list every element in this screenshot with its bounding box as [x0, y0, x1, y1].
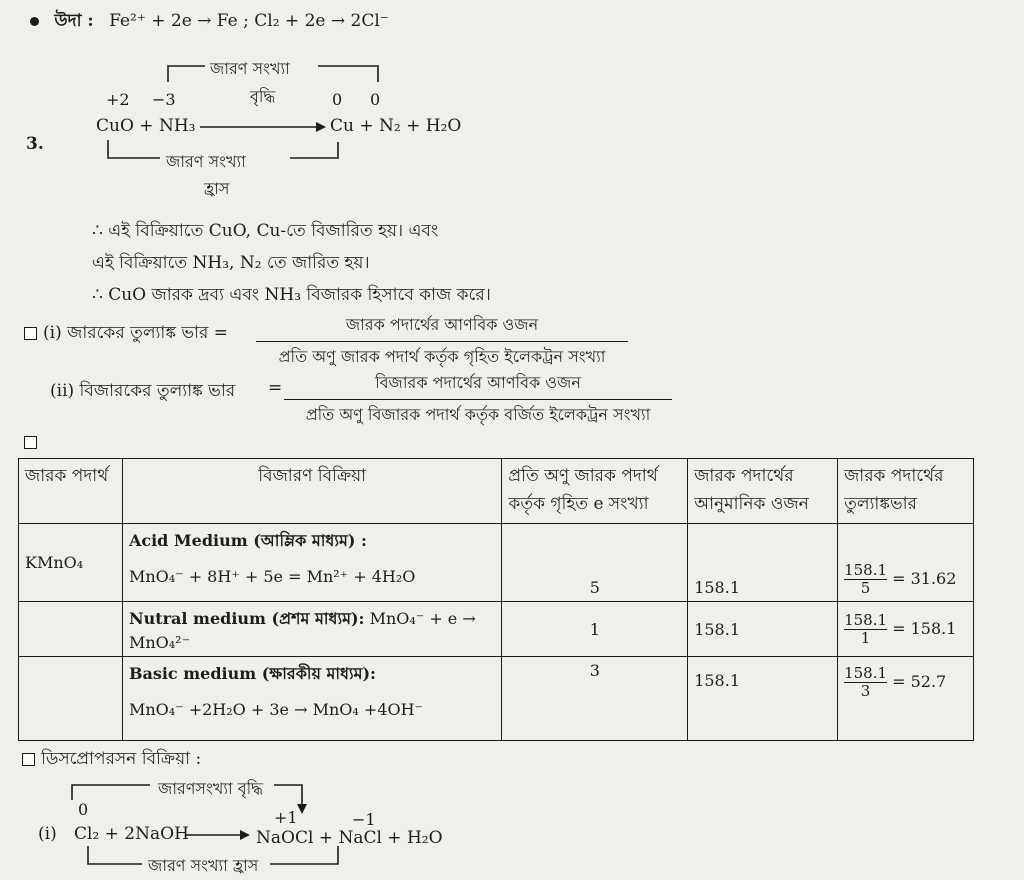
- weight-cell: 158.1: [688, 524, 838, 602]
- reaction-number: 3.: [26, 134, 44, 154]
- substance-cell: [19, 602, 123, 657]
- section-square-icon: [24, 432, 43, 451]
- reaction-cell: [122, 602, 501, 657]
- reaction-cell: [122, 657, 501, 741]
- decrease-word: হ্রাস: [204, 179, 230, 198]
- reaction3-left: CuO + NH₃: [96, 116, 196, 136]
- conclusion-line-2: এই বিক্রিয়াতে NH₃, N₂ তে জারিত হয়।: [92, 253, 370, 273]
- medium-label: Acid Medium (আম্লিক মাধ্যম) :: [128, 531, 367, 550]
- oxidant-formula-label: (i) জারকের তুল্যাঙ্ক ভার =: [24, 320, 228, 348]
- reductant-fraction: [284, 370, 672, 429]
- disp-right: NaOCl + NaCl + H₂O: [256, 828, 443, 848]
- equivalent-cell: $\frac{158.1}{3}$ = 52.7: [838, 657, 974, 741]
- electrons-cell: 5: [502, 524, 688, 602]
- decrease-label: জারণ সংখ্যা: [166, 152, 246, 171]
- header-substance: জারক পদার্থ: [19, 459, 123, 524]
- reaction-equation: MnO₄⁻ +2H₂O + 3e → MnO₄ +4OH⁻: [128, 700, 423, 719]
- oxidant-denominator: প্রতি অণু জারক পদার্থ কর্তৃক গৃহিত ইলেকট্রন সংখ্যা: [278, 347, 606, 366]
- header-equivalent: জারক পদার্থের তুল্যাঙ্কভার: [838, 459, 974, 524]
- table-header-row: [19, 459, 974, 524]
- table-row: [19, 524, 974, 602]
- oxidant-numerator: জারক পদার্থের আণবিক ওজন: [345, 315, 539, 334]
- weight-cell: 158.1: [688, 602, 838, 657]
- substance-cell: KMnO₄: [19, 524, 123, 602]
- checkbox-square-icon: [22, 753, 35, 766]
- checkbox-square-icon: [24, 327, 37, 340]
- example-label: উদা :: [54, 11, 94, 31]
- ox-state-n2: 0: [370, 90, 381, 109]
- increase-word: বৃদ্ধি: [250, 87, 276, 106]
- disp-number: (i): [38, 824, 57, 844]
- ox-state-cu: +2: [106, 90, 130, 109]
- weight-cell: 158.1: [688, 657, 838, 741]
- disp-ox-minus1: −1: [352, 810, 376, 829]
- substance-cell: [19, 657, 123, 741]
- medium-label: Nutral medium (প্রশম মাধ্যম):: [128, 609, 365, 628]
- ox-state-cu-product: 0: [332, 90, 343, 109]
- conclusion-line-1: ∴ এই বিক্রিয়াতে CuO, Cu-তে বিজারিত হয়। এবং: [92, 221, 439, 241]
- reaction3-right: Cu + N₂ + H₂O: [330, 116, 462, 136]
- electrons-cell: 3: [502, 657, 688, 741]
- example-equation: Fe²⁺ + 2e → Fe ; Cl₂ + 2e → 2Cl⁻: [109, 11, 389, 31]
- table-row: [19, 657, 974, 741]
- header-reaction: বিজারণ বিক্রিয়া: [122, 459, 501, 524]
- reductant-equals: =: [268, 378, 283, 398]
- disp-increase-label: জারণসংখ্যা বৃদ্ধি: [158, 779, 263, 798]
- increase-label: জারণ সংখ্যা: [210, 59, 290, 78]
- conclusion-line-3: ∴ CuO জারক দ্রব্য এবং NH₃ বিজারক হিসাবে কাজ করে।: [92, 285, 491, 305]
- reaction-equation: MnO₄⁻ + 8H⁺ + 5e = Mn²⁺ + 4H₂O: [128, 567, 416, 586]
- medium-label: Basic medium (ক্ষারকীয় মাধ্যম):: [128, 664, 376, 683]
- reaction-cell: [122, 524, 501, 602]
- equivalent-cell: $\frac{158.1}{1}$ = 158.1: [838, 602, 974, 657]
- header-electrons: প্রতি অণু জারক পদার্থ কর্তৃক গৃহিত e সংখ্যা: [502, 459, 688, 524]
- disp-left: Cl₂ + 2NaOH: [74, 824, 189, 844]
- disproportionation-heading: ডিসপ্রোপরসন বিক্রিয়া :: [22, 746, 201, 774]
- reductant-formula-label: (ii) বিজারকের তুল্যাঙ্ক ভার: [50, 381, 236, 401]
- oxidant-fraction: [256, 312, 628, 371]
- electrons-cell: 1: [502, 602, 688, 657]
- header-weight: জারক পদার্থের আনুমানিক ওজন: [688, 459, 838, 524]
- disp-decrease-label: জারণ সংখ্যা হ্রাস: [148, 856, 259, 875]
- ox-state-n: −3: [152, 90, 176, 109]
- table-row: [19, 602, 974, 657]
- equivalent-cell: $\frac{158.1}{5}$ = 31.62: [838, 524, 974, 602]
- reaction-equation: MnO₄⁻ + e → MnO₄²⁻: [128, 609, 476, 652]
- disp-ox-zero: 0: [78, 800, 89, 819]
- reductant-numerator: বিজারক পদার্থের আণবিক ওজন: [375, 373, 581, 392]
- oxidant-table: [18, 458, 974, 741]
- disp-ox-plus1: +1: [274, 808, 298, 827]
- reductant-denominator: প্রতি অণু বিজারক পদার্থ কর্তৃক বর্জিত ইলেকট্রন সংখ্যা: [305, 405, 651, 424]
